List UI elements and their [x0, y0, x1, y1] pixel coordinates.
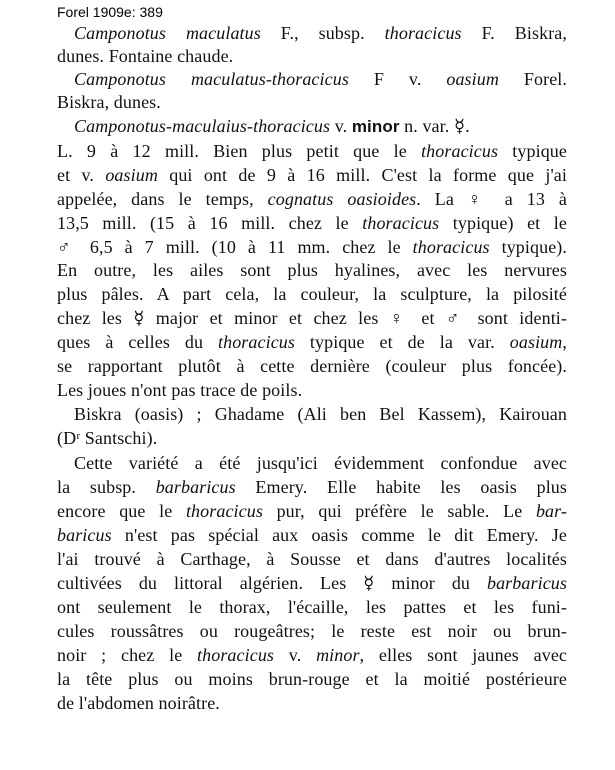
italic-text: thoracicus: [218, 332, 295, 352]
text-run: v.: [274, 645, 317, 665]
text-line: [57, 644, 567, 666]
text-run: typique).: [489, 237, 567, 257]
text-line: [57, 427, 567, 449]
italic-text: Camponotus maculatus: [74, 23, 261, 43]
text-line: [57, 188, 567, 210]
text-run: ques à celles du: [57, 332, 218, 352]
text-run: plus pâles. A part cela, la couleur, la sculpture, la pilosité: [57, 284, 567, 304]
text-run: n'est pas spécial aux oasis comme le dit Emery. Je: [111, 525, 567, 545]
bold-text: minor: [351, 117, 400, 136]
text-run: L. 9 à 12 mill. Bien plus petit que le: [57, 141, 422, 161]
text-run: En outre, les ailes sont plus hyalines, avec les nervures: [57, 260, 567, 280]
text-run: Les joues n'ont pas trace de poils.: [57, 380, 303, 400]
text-run: chez les ☿ major et minor et chez les ♀ et ♂ sont identi-: [57, 308, 567, 328]
text-line: [57, 524, 567, 546]
text-line: [57, 331, 567, 353]
text-run: (Dʳ Santschi).: [57, 428, 158, 448]
text-run: se rapportant plutôt à cette dernière (couleur plus foncée).: [57, 356, 567, 376]
text-run: cultivées du littoral algérien. Les ☿ minor du: [57, 573, 487, 593]
italic-text: thoracicus: [185, 501, 263, 521]
text-run: Biskra, dunes.: [57, 92, 161, 112]
text-line: [57, 212, 567, 234]
text-run: typique) et le: [439, 213, 567, 233]
text-run: Biskra (oasis) ; Ghadame (Ali ben Bel Kassem), Kairouan: [74, 404, 567, 424]
italic-text: oasium: [105, 165, 158, 185]
italic-text: oasium: [446, 69, 499, 89]
text-line: [57, 379, 567, 401]
text-run: n. var. ☿.: [399, 116, 470, 136]
italic-text: oasium: [509, 332, 563, 352]
text-run: la tête plus ou moins brun-rouge et la moitié postérieure: [57, 669, 567, 689]
text-line: [74, 22, 567, 44]
text-line: [57, 91, 567, 113]
text-run: et v.: [57, 165, 106, 185]
text-run: F. Biskra,: [461, 23, 567, 43]
text-line: [57, 548, 567, 570]
italic-text: barbaricus: [486, 573, 567, 593]
italic-text: thoracicus: [384, 23, 462, 43]
text-line: [74, 115, 567, 138]
text-line: [57, 236, 567, 258]
text-line: [57, 668, 567, 690]
text-line: [74, 68, 567, 90]
text-line: [57, 283, 567, 305]
italic-text: barbaricus: [155, 477, 236, 497]
text-run: Forel.: [498, 69, 567, 89]
text-run: F., subsp.: [260, 23, 385, 43]
italic-text: thoracicus: [362, 213, 440, 233]
text-run: de l'abdomen noirâtre.: [57, 693, 220, 713]
text-line: [57, 259, 567, 281]
text-run: typique et de la var.: [295, 332, 510, 352]
text-line: [57, 620, 567, 642]
text-line: [57, 692, 567, 714]
text-run: , elles sont jaunes avec: [359, 645, 567, 665]
italic-text: baricus: [57, 525, 112, 545]
text-line: [57, 355, 567, 377]
text-run: v.: [330, 116, 352, 136]
text-run: encore que le: [57, 501, 186, 521]
text-run: cules roussâtres ou rougeâtres; le reste est noir ou brun-: [57, 621, 567, 641]
text-run: Cette variété a été jusqu'ici évidemment confondue avec: [74, 453, 567, 473]
italic-text: thoracicus: [412, 237, 490, 257]
italic-text: minor: [316, 645, 360, 665]
text-run: ♂ 6,5 à 7 mill. (10 à 11 mm. chez le: [57, 237, 413, 257]
text-run: ,: [562, 332, 567, 352]
text-line: [57, 45, 567, 67]
citation-header: Forel 1909e: 389: [57, 4, 163, 20]
italic-text: thoracicus: [421, 141, 499, 161]
text-line: [57, 140, 567, 162]
text-run: l'ai trouvé à Carthage, à Sousse et dans d'autres localités: [57, 549, 567, 569]
text-run: la subsp.: [57, 477, 156, 497]
text-run: dunes. Fontaine chaude.: [57, 46, 234, 66]
italic-text: thoracicus: [197, 645, 275, 665]
text-line: [57, 500, 567, 522]
text-run: typique: [498, 141, 567, 161]
text-line: [57, 596, 567, 618]
text-run: appelée, dans le temps,: [57, 189, 268, 209]
text-line: [57, 476, 567, 498]
text-run: 13,5 mill. (15 à 16 mill. chez le: [57, 213, 363, 233]
text-run: F v.: [348, 69, 447, 89]
text-line: [57, 307, 567, 329]
text-line: [57, 572, 567, 594]
text-line: [74, 403, 567, 425]
italic-text: Camponotus-maculaius-thoracicus: [74, 116, 331, 136]
text-run: qui ont de 9 à 16 mill. C'est la forme que j'ai: [157, 165, 567, 185]
text-line: [57, 164, 567, 186]
text-run: Emery. Elle habite les oasis plus: [235, 477, 567, 497]
italic-text: Camponotus maculatus-thoracicus: [74, 69, 349, 89]
text-run: ont seulement le thorax, l'écaille, les pattes et les funi-: [57, 597, 567, 617]
text-run: pur, qui préfère le sable. Le: [262, 501, 536, 521]
text-run: noir ; chez le: [57, 645, 198, 665]
italic-text: bar-: [535, 501, 567, 521]
text-line: [74, 452, 567, 474]
italic-text: cognatus oasioides: [267, 189, 417, 209]
text-run: . La ♀ a 13 à: [416, 189, 568, 209]
